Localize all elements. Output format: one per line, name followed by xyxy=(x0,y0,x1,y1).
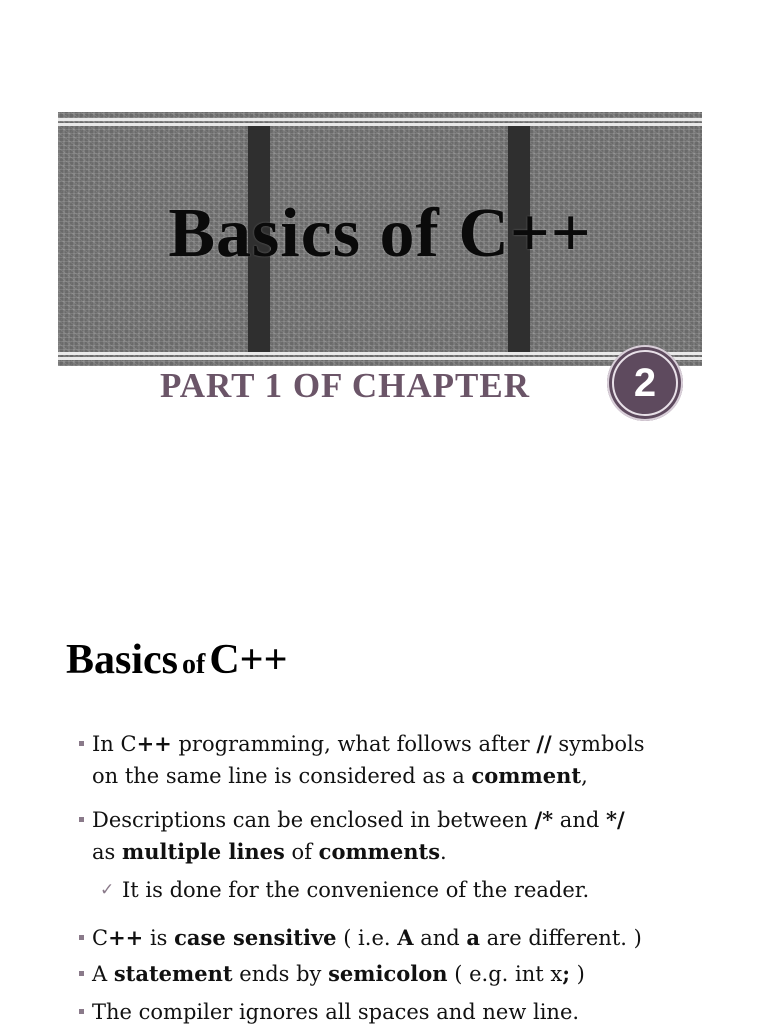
bullet-marker xyxy=(79,1009,84,1014)
text-run: In C xyxy=(92,732,137,756)
text-run: of xyxy=(284,840,319,864)
heading-word: C++ xyxy=(209,637,288,683)
list-item xyxy=(92,728,645,792)
text-run: It is done for the convenience of the reader. xyxy=(122,878,590,902)
text-run: comment xyxy=(471,763,582,788)
slide-title: Basics of C++ xyxy=(168,195,592,272)
text-run: programming, what follows after xyxy=(171,732,537,756)
heading-word: Basics xyxy=(66,637,179,683)
banner-top-stripe-2 xyxy=(58,123,702,126)
text-run: ( e.g. int x xyxy=(447,962,563,986)
text-run: ++ xyxy=(108,925,144,950)
title-banner xyxy=(58,112,702,366)
text-run: , xyxy=(581,764,588,788)
text-run: // xyxy=(536,731,552,756)
text-run: ++ xyxy=(136,731,172,756)
list-item xyxy=(92,958,585,990)
banner-bottom-stripe xyxy=(58,357,702,360)
text-run: Descriptions can be enclosed in between xyxy=(92,808,535,832)
badge-number: 2 xyxy=(633,360,657,405)
bullet-marker xyxy=(79,935,84,940)
text-run: symbols xyxy=(551,732,645,756)
text-run: is xyxy=(143,926,175,950)
slide-subtitle: PART 1 OF CHAPTER xyxy=(160,366,530,405)
heading-word: of xyxy=(182,649,206,680)
banner-top-stripe xyxy=(58,118,702,121)
text-run: a xyxy=(466,925,480,950)
text-run: comments xyxy=(318,839,441,864)
list-item xyxy=(92,804,625,868)
section-heading xyxy=(66,636,288,684)
text-run: . xyxy=(440,840,447,864)
text-run: A xyxy=(92,962,114,986)
text-run: multiple lines xyxy=(121,839,285,864)
list-item xyxy=(92,922,642,954)
text-run: and xyxy=(553,808,606,832)
sub-list-item xyxy=(100,874,590,906)
text-run: A xyxy=(397,925,414,950)
text-run: ) xyxy=(569,962,585,986)
text-run: ( i.e. xyxy=(336,926,398,950)
text-run: on the same line is considered as a xyxy=(92,764,472,788)
list-item xyxy=(92,996,579,1028)
chapter-badge xyxy=(607,345,683,421)
text-run: ; xyxy=(562,961,570,986)
text-run: */ xyxy=(605,807,625,832)
text-run: semicolon xyxy=(328,961,448,986)
text-run: are different. ) xyxy=(479,926,642,950)
bullet-marker xyxy=(79,971,84,976)
text-run: case sensitive xyxy=(174,925,337,950)
text-run: C xyxy=(92,926,109,950)
text-run: statement xyxy=(113,961,233,986)
text-run: ends by xyxy=(232,962,329,986)
text-run: as xyxy=(92,840,122,864)
text-run: /* xyxy=(534,807,554,832)
text-run: The compiler ignores all spaces and new line. xyxy=(92,1000,580,1024)
text-run: and xyxy=(413,926,467,950)
bullet-marker xyxy=(79,817,84,822)
bullet-marker xyxy=(79,741,84,746)
checkmark-icon: ✓ xyxy=(100,880,115,900)
banner-bottom-stripe-2 xyxy=(58,352,702,355)
